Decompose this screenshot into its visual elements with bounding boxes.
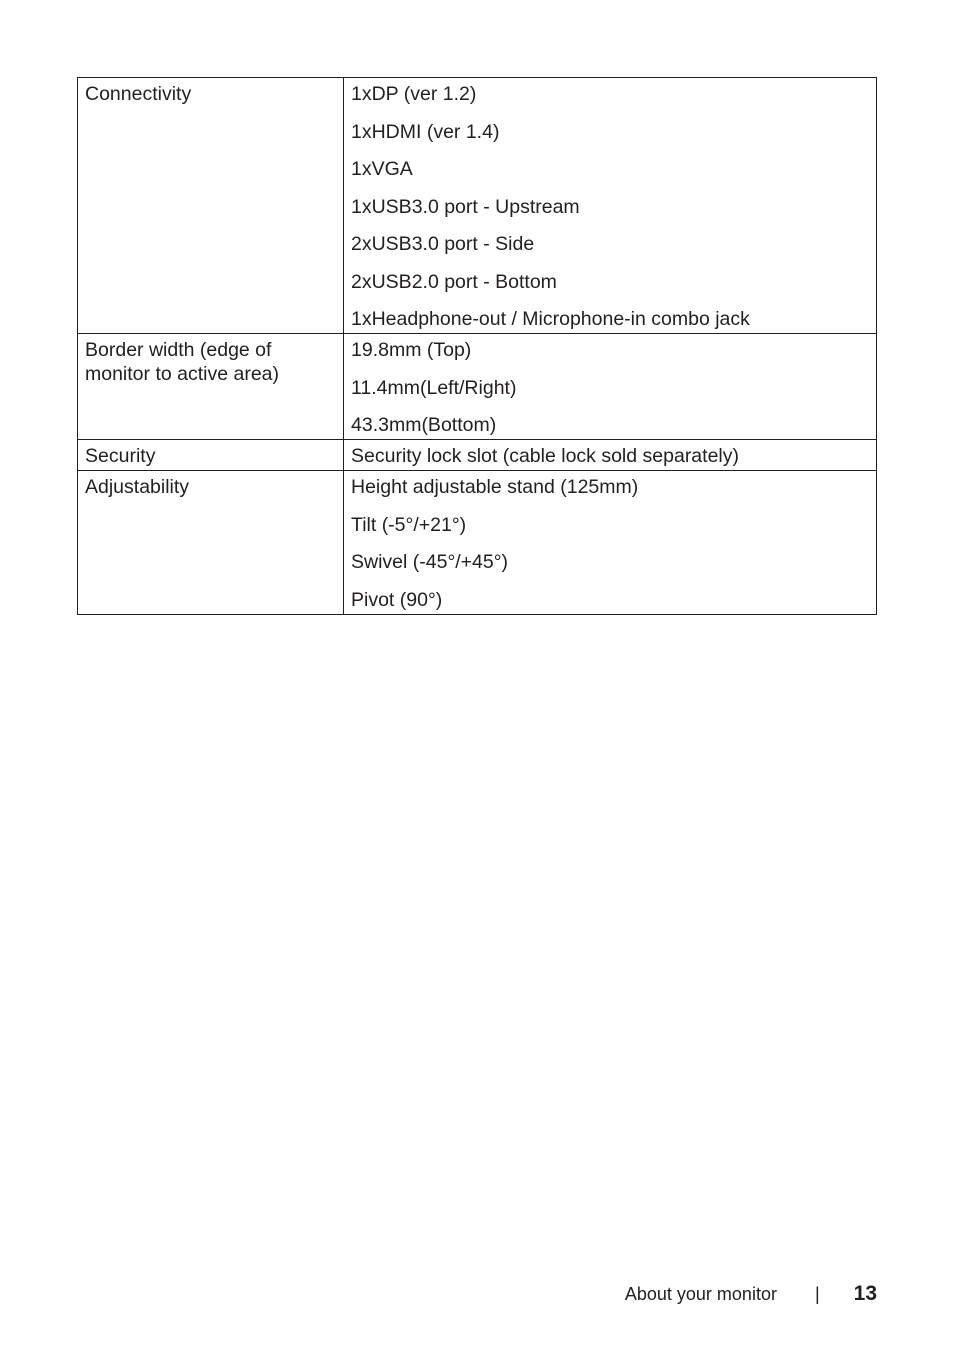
row-value: 1xHDMI (ver 1.4) bbox=[351, 120, 500, 143]
row-value: Height adjustable stand (125mm) bbox=[351, 476, 639, 498]
spec-table bbox=[77, 77, 877, 615]
row-value: 19.8mm (Top) bbox=[351, 339, 472, 361]
row-value: Swivel (-45°/+45°) bbox=[351, 551, 509, 573]
row-value: 1xVGA bbox=[351, 158, 413, 180]
row-value: 2xUSB2.0 port - Bottom bbox=[351, 270, 557, 293]
row-values-cell bbox=[344, 471, 877, 615]
row-label: Security bbox=[85, 445, 156, 467]
row-value: 1xDP (ver 1.2) bbox=[351, 83, 477, 105]
row-value: 1xUSB3.0 port - Upstream bbox=[351, 195, 580, 218]
row-label: Adjustability bbox=[85, 476, 190, 498]
row-label: Connectivity bbox=[85, 83, 192, 105]
row-value: 1xHeadphone-out / Microphone-in combo jack bbox=[351, 308, 750, 330]
page-number: 13 bbox=[853, 1282, 877, 1305]
footer-section-title: About your monitor bbox=[624, 1284, 777, 1304]
row-label: Border width (edge of monitor to active area) bbox=[85, 339, 280, 385]
row-value: Pivot (90°) bbox=[351, 588, 443, 611]
row-label-cell bbox=[78, 78, 344, 334]
row-values-cell bbox=[344, 440, 877, 471]
row-values-cell bbox=[344, 334, 877, 440]
table-row bbox=[78, 78, 877, 334]
row-values-cell bbox=[344, 78, 877, 334]
table-row bbox=[78, 334, 877, 440]
row-value: Tilt (-5°/+21°) bbox=[351, 513, 467, 536]
row-value: Security lock slot (cable lock sold separately) bbox=[351, 445, 739, 467]
row-label-cell bbox=[78, 440, 344, 471]
table-row bbox=[78, 471, 877, 615]
row-label-cell bbox=[78, 471, 344, 615]
row-value: 11.4mm(Left/Right) bbox=[351, 376, 517, 399]
row-label-cell bbox=[78, 334, 344, 440]
table-row bbox=[78, 440, 877, 471]
row-value: 2xUSB3.0 port - Side bbox=[351, 233, 535, 255]
page-footer bbox=[625, 1282, 877, 1306]
footer-separator: | bbox=[814, 1284, 820, 1304]
row-value: 43.3mm(Bottom) bbox=[351, 414, 497, 436]
